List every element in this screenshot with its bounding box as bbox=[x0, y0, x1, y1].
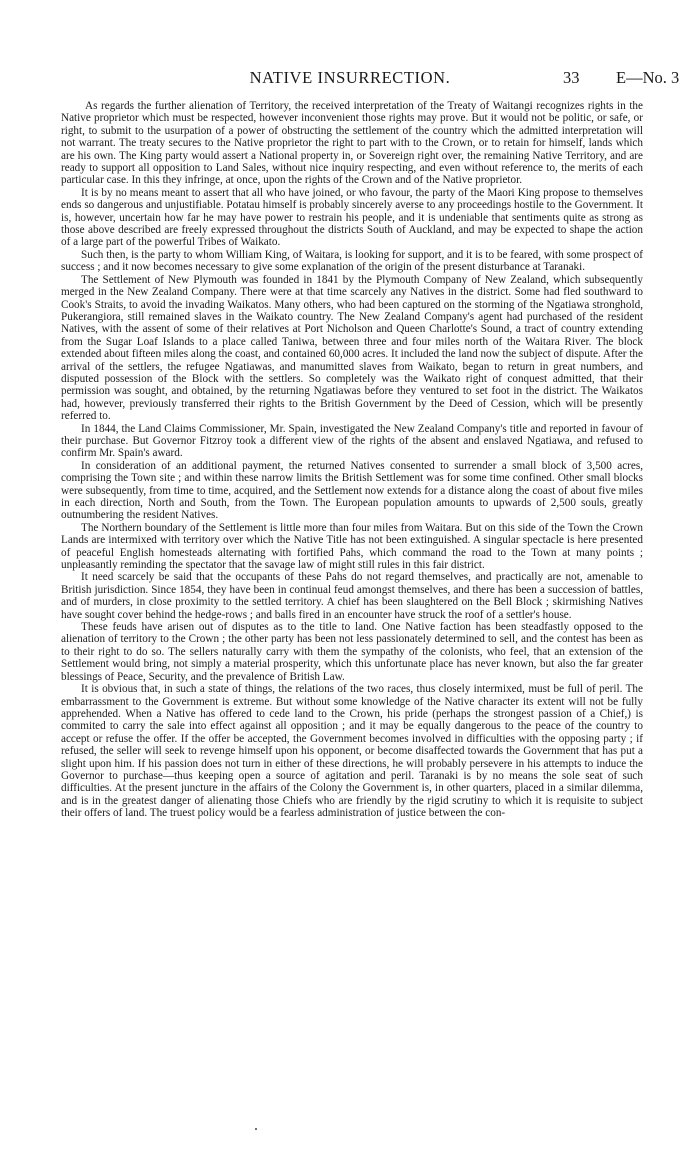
paragraph: It is by no means meant to assert that all who have joined, or who favour, the party of the Maori King propose to themselves ends so dangerous and unjustifiable. Potatau himself is probably sincerely averse to any proceedings hostile to the Government. It is, however, uncertain how far he may have power to restrain his people, and it is undeniable that sentiments quite as strong as those above described are freely expressed throughout the districts South of Auckland, and may be expected to shape the action of a large part of the powerful Tribes of Waikato. bbox=[61, 186, 643, 249]
paragraph: It is obvious that, in such a state of things, the relations of the two races, thus closely intermixed, must be full of peril. The embarrassment to the Government is extreme. But without some knowledge of the Native character its extent will not be fully apprehended. When a Native has offered to cede land to the Crown, his pride (perhaps the strongest passion of a Chief,) is commited to carry the sale into effect against all opposition ; and it may be equally dangerous to the peace of the country to accept or refuse the offer. If the offer be accepted, the Government becomes involved in difficulties with the opposing party ; if refused, the seller will seek to revenge himself upon his opponent, or become disaffected towards the Government that has put a slight upon him. If his passion does not turn in either of these directions, he will probably persevere in his attempts to induce the Governor to purchase—thus keeping open a source of agitation and peril. Taranaki is by no means the sole seat of such difficulties. At the present juncture in the affairs of the Colony the Government is, in other quarters, placed in a similar dilemma, and is in the greatest danger of alienating those Chiefs who are friendly by the rigid scrutiny to which it is requisite to subject their offers of land. The truest policy would be a fearless administration of justice between the con- bbox=[61, 683, 643, 820]
page-number: 33 bbox=[563, 68, 580, 87]
paragraph: Such then, is the party to whom William King, of Waitara, is looking for support, and it is to be feared, with some prospect of success ; and it now becomes necessary to give some explanation of the origin of the present disturbance at Taranaki. bbox=[61, 248, 643, 274]
page-mark bbox=[255, 1128, 257, 1130]
paragraph: It need scarcely be said that the occupants of these Pahs do not regard themselves, and practically are not, amenable to British jurisdiction. Since 1854, they have been in continual feud amongst themselves, and there has been a succession of battles, and of murders, in close proximity to the settled territory. A chief has been slaughtered on the Bell Block ; skirmishing Natives have sought cover behind the hedge-rows ; and balls fired in an encounter have struck the roof of a settler's house. bbox=[61, 571, 643, 621]
page-title: NATIVE INSURRECTION. bbox=[249, 68, 451, 87]
paragraph: In 1844, the Land Claims Commissioner, Mr. Spain, investigated the New Zealand Company's title and reported in favour of their purchase. But Governor Fitzroy took a different view of the rights of the absent and enslaved Ngatiawa, and refused to confirm Mr. Spain's award. bbox=[61, 422, 643, 460]
document-reference: E—No. 3 bbox=[616, 68, 680, 87]
paragraph: These feuds have arisen out of disputes as to the title to land. One Native faction has been steadfastly opposed to the alienation of territory to the Crown ; the other party has been not less passionately determined to sell, and the contest has been as to their right to do so. The sellers naturally carry with them the sympathy of the colonists, who feel, that an extension of the Settlement would bring, not simply a material prosperity, which this unfortunate place has never known, but also the far greater blessings of Peace, Security, and the prevalence of British Law. bbox=[61, 621, 643, 683]
paragraph: In consideration of an additional payment, the returned Natives consented to surrender a small block of 3,500 acres, comprising the Town site ; and within these narrow limits the British Settlement was for some time confined. Other small blocks were subsequently, from time to time, acquired, and the Settlement now extends for a distance along the coast of about five miles in each direction, North and South, from the Town. The European population amounts to upwards of 2,500 souls, greatly outnumbering the resident Natives. bbox=[61, 459, 643, 522]
paragraph: As regards the further alienation of Territory, the received interpretation of the Treaty of Waitangi recognizes rights in the Native proprietor which must be respected, however inconvenient those rights may prove. But it would not be politic, or safe, or right, to submit to the usurpation of a power of obstructing the settlement of the country which the admitted interpretation will not warrant. The treaty secures to the Native proprietor the right to part with to the Crown, or to retain for himself, lands which are his own. The King party would assert a National property in, or Sovereign right over, the remaining Native Territory, and are ready to support all opposition to Land Sales, without nice inquiry respecting, and even without reference to, the merits of each particular case. In this they infringe, at once, upon the rights of the Crown and of the Native proprietor. bbox=[61, 100, 643, 187]
page-header bbox=[0, 68, 700, 90]
paragraph: The Northern boundary of the Settlement is little more than four miles from Waitara. But on this side of the Town the Crown Lands are intermixed with territory over which the Native Title has not been extinguished. A singular spectacle is here presented of peaceful English homesteads alternating with fortified Pahs, which command the road to the Town at many points ; unpleasantly reminding the spectator that the savage law of might still rules in this fair district. bbox=[61, 521, 643, 572]
paragraph: The Settlement of New Plymouth was founded in 1841 by the Plymouth Company of New Zealand, which subsequently merged in the New Zealand Company. There were at that time scarcely any Natives in the district. Some had fled southward to Cook's Straits, to avoid the invading Waikatos. Many others, who had been captured on the storming of the Ngatiawa stronghold, Pukerangiora, still remained slaves in the Waikato country. The New Zealand Company's agent had purchased of the resident Natives, with the assent of some of their relatives at Port Nicholson and Queen Charlotte's Sound, a tract of country extending from the Sugar Loaf Islands to a place called Taniwa, between three and four miles north of the Waitara River. The block extended about fifteen miles along the coast, and contained 60,000 acres. It included the land now the subject of dispute. After the arrival of the settlers, the refugee Ngatiawas, and manumitted slaves from Waikato, began to return in great numbers, and disputed possession of the Block with the settlers. So completely was the Waikato right of conquest admitted, that their permission was sought, and obtained, by the returning Ngatiawas before they ventured to set foot in the district. The Waikatos had, however, previously transferred their rights to the British Government by the Deed of Cession, which will be presently referred to. bbox=[61, 273, 643, 423]
document-body bbox=[61, 100, 643, 820]
